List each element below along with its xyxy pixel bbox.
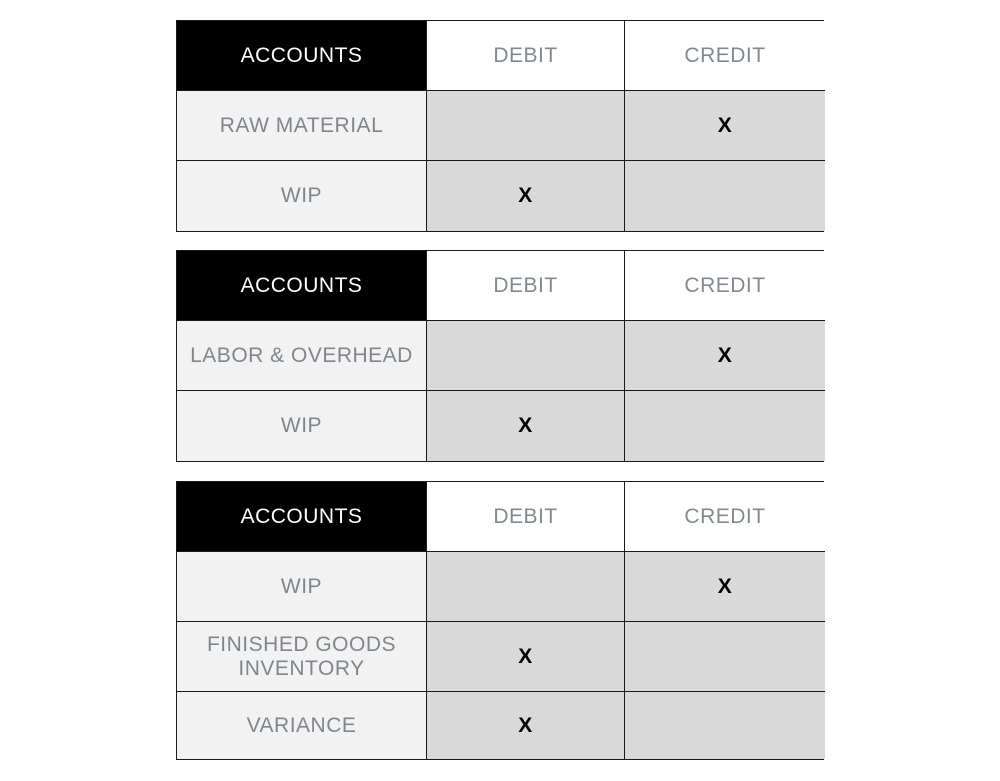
account-name: WIP xyxy=(177,161,427,231)
header-accounts: ACCOUNTS xyxy=(177,482,427,552)
header-accounts: ACCOUNTS xyxy=(177,21,427,91)
journal-entry-table-2 xyxy=(176,250,824,462)
credit-cell: X xyxy=(625,552,825,622)
journal-entry-table-3 xyxy=(176,481,824,760)
account-name: VARIANCE xyxy=(177,692,427,759)
credit-cell xyxy=(625,622,825,692)
credit-cell xyxy=(625,692,825,759)
credit-cell: X xyxy=(625,91,825,161)
debit-cell xyxy=(427,91,625,161)
header-credit: CREDIT xyxy=(625,21,825,91)
header-credit: CREDIT xyxy=(625,482,825,552)
debit-cell xyxy=(427,321,625,391)
header-credit: CREDIT xyxy=(625,251,825,321)
header-accounts: ACCOUNTS xyxy=(177,251,427,321)
account-name: RAW MATERIAL xyxy=(177,91,427,161)
account-name: FINISHED GOODS INVENTORY xyxy=(177,622,427,692)
debit-cell: X xyxy=(427,622,625,692)
account-name: LABOR & OVERHEAD xyxy=(177,321,427,391)
debit-cell: X xyxy=(427,391,625,461)
account-name: WIP xyxy=(177,552,427,622)
journal-entry-table-1 xyxy=(176,20,824,232)
debit-cell: X xyxy=(427,161,625,231)
account-name: WIP xyxy=(177,391,427,461)
header-debit: DEBIT xyxy=(427,482,625,552)
header-debit: DEBIT xyxy=(427,251,625,321)
header-debit: DEBIT xyxy=(427,21,625,91)
credit-cell xyxy=(625,161,825,231)
credit-cell: X xyxy=(625,321,825,391)
debit-cell: X xyxy=(427,692,625,759)
debit-cell xyxy=(427,552,625,622)
credit-cell xyxy=(625,391,825,461)
